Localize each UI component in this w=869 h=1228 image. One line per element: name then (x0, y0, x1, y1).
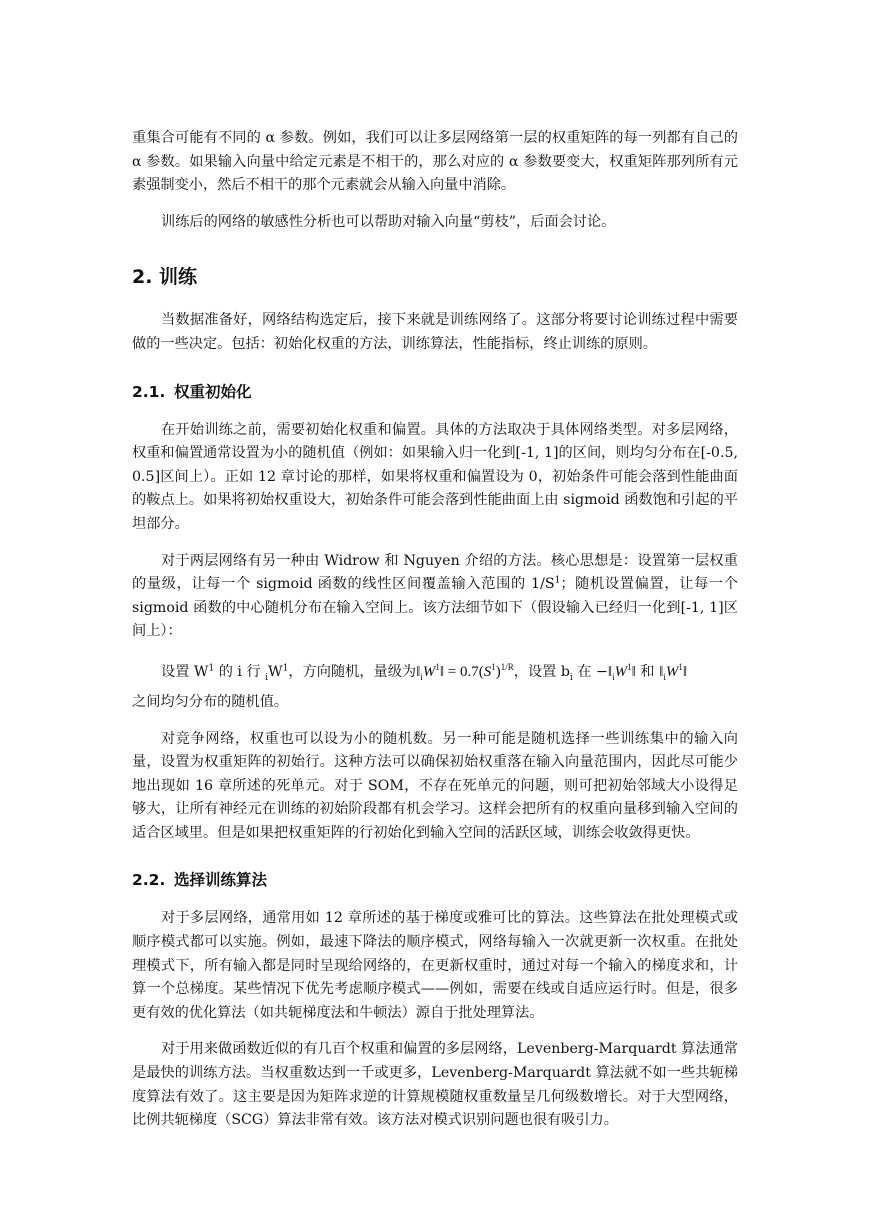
formula-text: 的 i 行 (214, 663, 266, 680)
norm-expression: $‖_iW^1‖ = 0.7(S^1)^{1/R}$ (416, 661, 514, 682)
paragraph-intro-2: 训练后的网络的敏感性分析也可以帮助对输入向量“剪枝”，后面会讨论。 (161, 213, 616, 230)
superscript: 1 (627, 661, 632, 672)
page-content (132, 127, 738, 1146)
subscript: i (265, 672, 269, 683)
superscript: 1 (435, 661, 440, 672)
subscript: i (663, 671, 666, 682)
norm-expression: $‖_iW^1‖$ (607, 661, 636, 682)
paragraph-text-part: 对于两层网络有另一种由 Widrow 和 Nguyen 介绍的方法。核心思想是：设置第一层权重的量级，让每一个 sigmoid 函数的线性区间覆盖输入范围的 1/S (132, 552, 738, 593)
formula-text: ，方向随机，量级为 (288, 663, 417, 680)
math-symbol: S (483, 663, 492, 680)
section-heading-training: 2. 训练 (132, 266, 198, 289)
math-symbol: W (665, 663, 679, 680)
subscript: i (569, 672, 573, 683)
formula-text: ，设置 b (513, 663, 570, 680)
formula-text: 设置 W (161, 663, 209, 680)
paragraph-formula-continuation: 之间均匀分布的随机值。 (132, 693, 289, 710)
superscript: 1 (208, 663, 215, 674)
subscript: i (420, 671, 423, 682)
subsection-title: 选择训练算法 (174, 871, 268, 890)
subsection-title: 权重初始化 (174, 382, 252, 401)
paragraph-training-algorithm-1: 对于多层网络，通常用如 12 章所述的基于梯度或雅可比的算法。这些算法在批处理模式或顺序模式都可以实施。例如，最速下降法的顺序模式，网络每输入一次就更新一次权重。在批处理模式下，所有输入都是同时呈现给网络的，在更新权重时，通过对每一个输入的梯度求和，计算一个总梯度。某些情况下优先考虑顺序模式——例如，需要在线或自适应运行时。但是，很多更有效的优化算法（如共轭梯度法和牛顿法）源自于批处理算法。 (132, 910, 738, 1021)
paragraph-competitive-networks: 对竞争网络，权重也可以设为小的随机数。另一种可能是随机选择一些训练集中的输入向量，设置为权重矩阵的初始行。这种方法可以确保初始权重落在输入向量范围内，因此尽可能少地出现如 16 章所述的死单元。对于 SOM，不存在死单元的问题，则可把初始邻域大小设得足够大，让所有神经元在训练的初始阶段都有机会学习。这样会把所有的权重向量移到输入空间的适合区域里。但是如果把权重矩阵的行初始化到输入空间的活跃区域，训练会收敛得更快。 (132, 730, 738, 841)
subsection-heading-weight-init (132, 381, 738, 403)
formula-text: W (268, 663, 283, 680)
formula-text: 和 (635, 663, 660, 680)
superscript: 1/R (500, 661, 514, 672)
superscript: 1 (491, 661, 496, 672)
subscript: i (612, 671, 615, 682)
superscript: 1 (282, 663, 289, 674)
superscript: 1 (554, 575, 561, 586)
subsection-number: 2.2. (132, 871, 166, 890)
paragraph-widrow-nguyen (132, 550, 738, 644)
norm-expression: $‖_iW^1‖$ (659, 661, 688, 682)
paragraph-text-part: ；随机设置偏置，让每一个 sigmoid 函数的中心随机分布在输入空间上。该方法细节如下（假设输入已经归一化到[-1, 1]区间上）： (132, 576, 738, 640)
math-text: = 0.7 (447, 663, 479, 680)
paragraph-training-algorithm-2: 对于用来做函数近似的有几百个权重和偏置的多层网络，Levenberg-Marquardt 算法通常是最快的训练方法。当权重数达到一千或更多，Levenberg-Marquardt 算法就不如一些共轭梯度算法有效了。这主要是因为矩阵求逆的计算规模随权重数量呈几何级数增长。对于大型网络，比例共轭梯度（SCG）算法非常有效。该方法对模式识别问题也很有吸引力。 (132, 1041, 738, 1129)
superscript: 1 (678, 661, 683, 672)
paragraph-intro-1: 重集合可能有不同的 α 参数。例如，我们可以让多层网络第一层的权重矩阵的每一列都有自己的 α 参数。如果输入向量中给定元素是不相干的，那么对应的 α 参数要变大，权重矩阵那列所有元素强制变小，然后不相干的那个元素就会从输入向量中消除。 (132, 130, 738, 194)
math-symbol: W (422, 663, 436, 680)
math-symbol: W (614, 663, 628, 680)
subsection-number: 2.1. (132, 382, 166, 401)
paragraph-weight-init-1: 在开始训练之前，需要初始化权重和偏置。具体的方法取决于具体网络类型。对多层网络，权重和偏置通常设置为小的随机值（例如：如果输入归一化到[-1, 1]的区间，则均匀分布在[-0.5, 0.5]区间上）。正如 12 章讨论的那样，如果将权重和偏置设为 0，初始条件可能会落到性能曲面的鞍点上。如果将初始权重设大，初始条件可能会落到性能曲面上由 sigmoid 函数饱和引起的平坦部分。 (132, 421, 738, 532)
subsection-heading-training-algorithm (132, 869, 738, 891)
formula-line (132, 657, 738, 687)
paragraph-training-intro: 当数据准备好，网络结构选定后，接下来就是训练网络了。这部分将要讨论训练过程中需要做的一些决定。包括：初始化权重的方法，训练算法，性能指标，终止训练的原则。 (132, 312, 738, 352)
formula-text: 在 − (572, 663, 608, 680)
